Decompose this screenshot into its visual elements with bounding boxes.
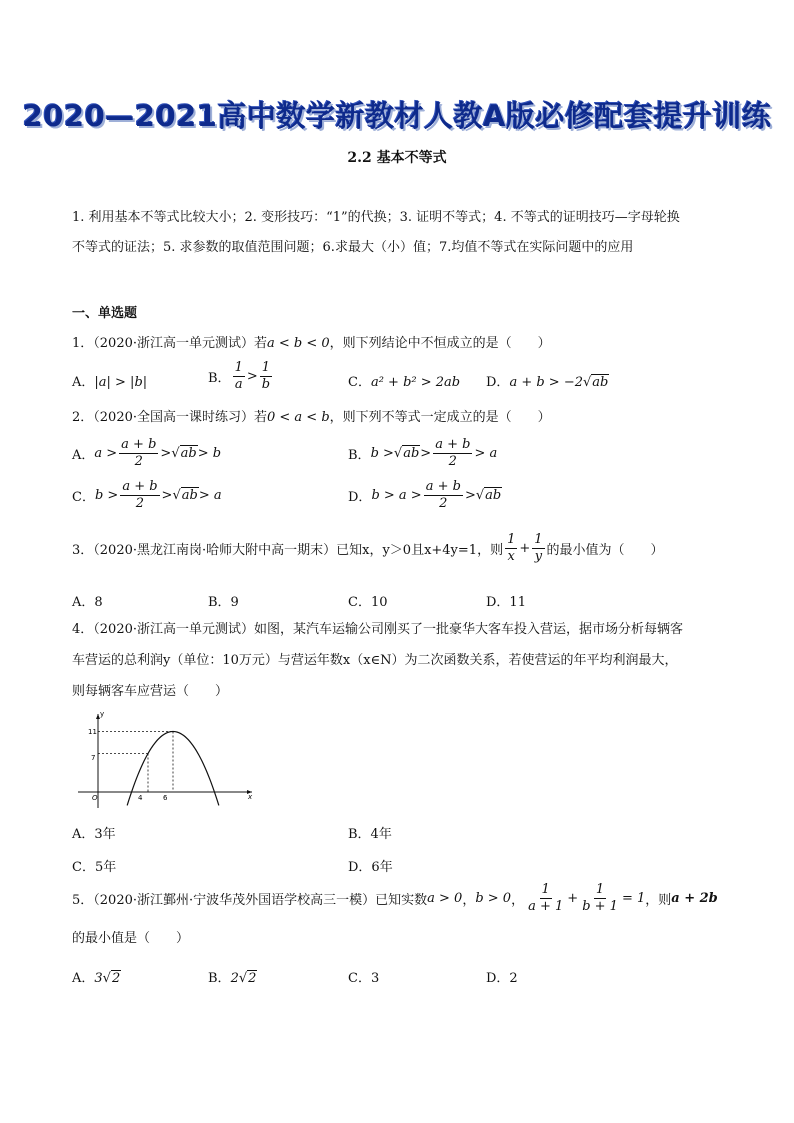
sqrt-sign: √: [238, 971, 248, 986]
q5-cond-b: b > 0: [475, 891, 512, 906]
q3-stem: [72, 532, 664, 565]
q1-option-c: [348, 371, 460, 390]
denominator: 2: [135, 496, 145, 511]
q2-option-d: [348, 479, 502, 512]
q5-stem: [72, 882, 718, 915]
tick-label-7: 7: [91, 754, 96, 762]
denominator: 2: [439, 496, 448, 511]
q1-c-expr: a² + b² > 2ab: [370, 375, 461, 390]
q4-line-3: 则每辆客车应营运（ ）: [72, 684, 229, 699]
q2-stem-text: 2．（2020·全国高一课时练习）若: [72, 410, 267, 425]
q5-cond-a: a > 0: [427, 891, 463, 906]
page-title: 2020—2021高中数学新教材人教A版必修配套提升训练: [22, 99, 772, 133]
coefficient: 3: [94, 971, 103, 986]
numerator: 1: [261, 360, 271, 375]
y-axis-label: y: [100, 710, 105, 718]
separator: ，: [462, 893, 476, 908]
operator: +: [567, 891, 579, 906]
q4-option-a: A．3年: [72, 827, 116, 842]
q5-line-2: 的最小值是（ ）: [72, 931, 190, 946]
denominator: b + 1: [582, 899, 618, 914]
sqrt-sign: √: [583, 375, 592, 390]
q2-stem: [72, 407, 551, 429]
fraction: [424, 479, 463, 512]
numerator: a + b: [122, 479, 158, 494]
option-label: B．: [348, 448, 371, 463]
origin-label: O: [92, 794, 98, 802]
denominator: a + 1: [528, 899, 564, 914]
expr-part: a >: [94, 446, 118, 461]
q4-option-c: C．5年: [72, 860, 117, 875]
fraction: [120, 479, 159, 512]
tick-label-11: 11: [88, 728, 97, 736]
numerator: 1: [534, 532, 543, 547]
q1-d-radicand: ab: [592, 375, 609, 390]
expr-part: b >: [370, 446, 394, 461]
fraction: [433, 437, 472, 470]
q1-condition: a < b < 0: [267, 336, 330, 351]
radicand: 2: [248, 971, 257, 986]
q1-option-d: [486, 371, 609, 390]
equals: = 1: [621, 891, 646, 906]
numerator: 1: [507, 532, 516, 547]
tick-label-6: 6: [163, 794, 168, 802]
q1-tail: ，则下列结论中不恒成立的是（ ）: [329, 336, 551, 351]
radicand: ab: [485, 488, 502, 503]
q4-line-1: 4．（2020·浙江高一单元测试）如图，某汽车运输公司刚买了一批豪华大客车投入营运，据市场分析每辆客: [72, 622, 683, 637]
option-label: D．: [486, 375, 510, 390]
q5-tail: ，则: [645, 893, 672, 908]
expr-part: >: [161, 488, 173, 503]
q4-line-2: 车营运的总利润y（单位：10万元）与营运年数x（x∈N）为二次函数关系，若使营运的年平均利润最大，: [72, 653, 678, 668]
q2-condition: 0 < a < b: [267, 410, 330, 425]
option-label: A．: [72, 375, 95, 390]
option-label: B．: [208, 371, 231, 386]
option-label: D．: [348, 490, 372, 505]
q4-option-b: B．4年: [348, 827, 392, 842]
denominator: y: [534, 549, 543, 564]
q4-option-d: D．6年: [348, 860, 393, 875]
fraction: [526, 882, 565, 915]
q3-option-c: C．10: [348, 595, 388, 610]
coefficient: 2: [230, 971, 239, 986]
expr-part: > a: [474, 446, 498, 461]
numerator: a + b: [425, 479, 461, 494]
intro-line-1: 1. 利用基本不等式比较大小；2. 变形技巧：“1”的代换；3. 证明不等式；4. 不等式的证明技巧—字母轮换: [72, 210, 680, 225]
q3-tail: 的最小值为（ ）: [546, 543, 664, 558]
q3-option-d: D．11: [486, 595, 526, 610]
denominator: 2: [448, 454, 457, 469]
option-label: C．: [72, 490, 95, 505]
denominator: a: [234, 377, 243, 392]
option-label: B．: [208, 971, 231, 986]
expr-part: >: [160, 446, 172, 461]
section-heading: 一、单选题: [72, 306, 138, 321]
q3-option-a: A．8: [72, 595, 103, 610]
q5-stem-text: 5．（2020·浙江鄞州·宁波华茂外国语学校高三一模）已知实数: [72, 893, 428, 908]
fraction: [260, 360, 272, 393]
fraction: [233, 360, 245, 393]
expr-part: > b: [197, 446, 222, 461]
q5-option-a: [72, 967, 121, 986]
q3-option-b: B．9: [208, 595, 239, 610]
section-subtitle: 2.2 基本不等式: [347, 150, 447, 166]
option-label: C．: [348, 375, 371, 390]
expr-part: >: [420, 446, 432, 461]
q5-option-d: D．2: [486, 971, 518, 986]
radicand: ab: [403, 446, 420, 461]
denominator: b: [261, 377, 271, 392]
sqrt-sign: √: [172, 488, 181, 503]
radicand: 2: [111, 971, 121, 986]
q5-expression: a + 2b: [671, 891, 718, 906]
numerator: a + b: [121, 437, 157, 452]
q1-stem: [72, 333, 551, 355]
expr-part: b > a >: [371, 488, 422, 503]
radicand: ab: [180, 446, 197, 461]
denominator: 2: [134, 454, 143, 469]
q2-option-c: [72, 479, 222, 512]
sqrt-sign: √: [102, 971, 111, 986]
sqrt-sign: √: [393, 446, 403, 461]
option-label: A．: [72, 971, 95, 986]
q3-stem-text: 3．（2020·黑龙江南岗·哈师大附中高一期末）已知x，y＞0且x+4y=1，则: [72, 543, 504, 558]
q2-option-a: [72, 437, 221, 470]
separator: ，: [511, 893, 525, 908]
q2-tail: ，则下列不等式一定成立的是（ ）: [329, 410, 551, 425]
sqrt-sign: √: [171, 446, 180, 461]
q1-a-expr: |a| > |b|: [94, 375, 148, 390]
numerator: 1: [595, 882, 605, 897]
option-label: A．: [72, 448, 95, 463]
tick-label-4: 4: [138, 794, 143, 802]
x-axis-label: x: [248, 793, 253, 801]
q5-option-b: [208, 967, 257, 986]
expr-part: > a: [198, 488, 222, 503]
numerator: 1: [541, 882, 550, 897]
q5-option-c: C．3: [348, 971, 380, 986]
fraction: [532, 532, 544, 565]
expr-part: b >: [94, 488, 119, 503]
intro-line-2: 不等式的证法；5. 求参数的取值范围问题；6.求最大（小）值；7.均值不等式在实际问题中的应用: [72, 240, 634, 255]
numerator: a + b: [435, 437, 471, 452]
q1-stem-text: 1．（2020·浙江高一单元测试）若: [72, 336, 267, 351]
radicand: ab: [181, 488, 198, 503]
numerator: 1: [234, 360, 243, 375]
operator: +: [519, 541, 531, 556]
fraction: [505, 532, 517, 565]
q4-graph: [72, 708, 262, 812]
fraction: [119, 437, 158, 470]
fraction: [580, 882, 620, 915]
denominator: x: [507, 549, 515, 564]
q2-option-b: [348, 437, 497, 470]
sqrt-sign: √: [475, 488, 485, 503]
expr-part: >: [464, 488, 476, 503]
q1-option-a: [72, 371, 147, 390]
q1-option-b: [208, 360, 274, 393]
q1-d-expr: a + b > −2: [509, 375, 583, 390]
operator: >: [246, 369, 258, 384]
